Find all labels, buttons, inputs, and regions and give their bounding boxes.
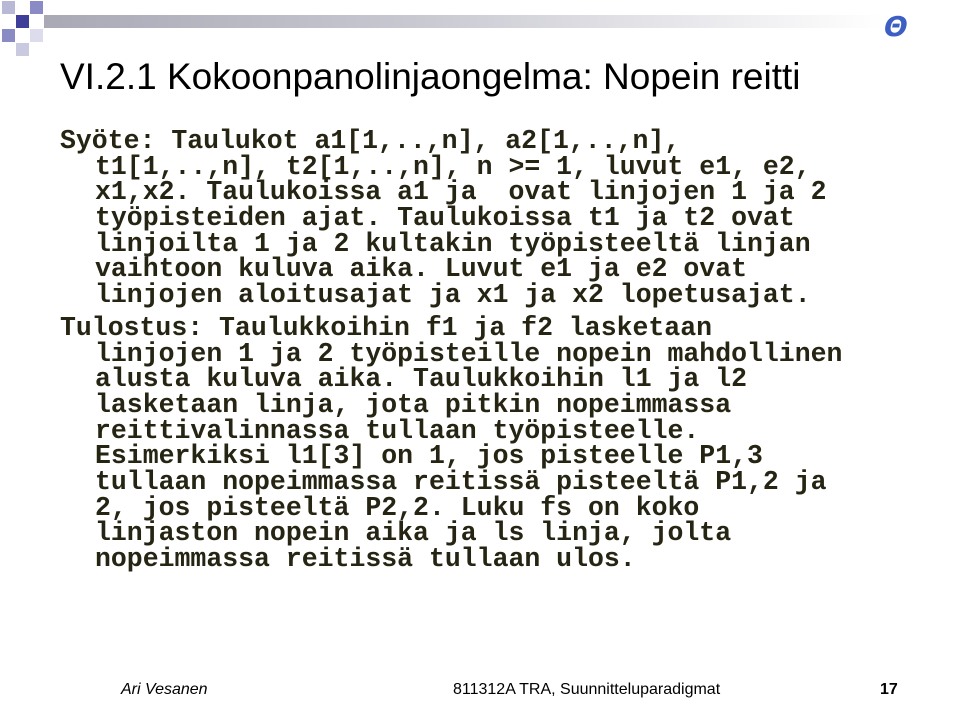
body-line: 2, jos pisteeltä P2,2. Luku fs on koko [95, 492, 700, 523]
body-line: tullaan nopeimmassa reitissä pisteeltä P1,2 ja [95, 466, 827, 497]
body-line: linjojen 1 ja 2 työpisteille nopein mahdollinen [95, 338, 843, 369]
body-line: reittivalinnassa tullaan työpisteelle. [95, 415, 700, 446]
body-line: vaihtoon kuluva aika. Luvut e1 ja e2 ovat [95, 254, 748, 285]
body-line: Esimerkiksi l1[3] on 1, jos pisteelle P1,3 [95, 441, 763, 472]
output-paragraph [60, 312, 940, 574]
corner-decoration-square [2, 1, 15, 14]
body-line: työpisteiden ajat. Taulukoissa t1 ja t2 ovat [95, 203, 795, 234]
body-line: linjoilta 1 ja 2 kultakin työpisteeltä linjan [95, 228, 811, 259]
body-line: Syöte: Taulukot a1[1,..,n], a2[1,..,n], [60, 126, 681, 156]
body-line: t1[1,..,n], t2[1,..,n], n >= 1, luvut e1, e2, [95, 151, 811, 182]
corner-decoration-square [30, 29, 43, 42]
corner-decoration-square [2, 29, 15, 42]
footer-author: Ari Vesanen [121, 681, 208, 698]
body-line: nopeimmassa reitissä tullaan ulos. [95, 544, 636, 574]
body-line: lasketaan linja, jota pitkin nopeimmassa [95, 389, 732, 420]
page-number: 17 [880, 681, 898, 698]
slide-body [60, 126, 940, 574]
body-line: Tulostus: Taulukkoihin f1 ja f2 lasketaan [60, 312, 713, 343]
input-paragraph [60, 126, 940, 311]
corner-decoration-square [30, 1, 43, 14]
body-line: linjojen aloitusajat ja x1 ja x2 lopetusajat. [95, 280, 811, 311]
header-gradient-bar [44, 15, 884, 28]
slide-title: VI.2.1 Kokoonpanolinjaongelma: Nopein reitti [60, 56, 801, 97]
footer-course: 811312A TRA, Suunnitteluparadigmat [453, 681, 721, 698]
body-line: alusta kuluva aika. Taulukkoihin l1 ja l2 [95, 364, 748, 395]
theta-logo-icon: Θ [884, 10, 908, 43]
body-line: linjaston nopein aika ja ls linja, jolta [95, 518, 732, 549]
corner-decoration-square [16, 43, 29, 56]
body-line: x1,x2. Taulukoissa a1 ja ovat linjojen 1 ja 2 [95, 177, 827, 208]
corner-decoration-square [16, 15, 29, 28]
